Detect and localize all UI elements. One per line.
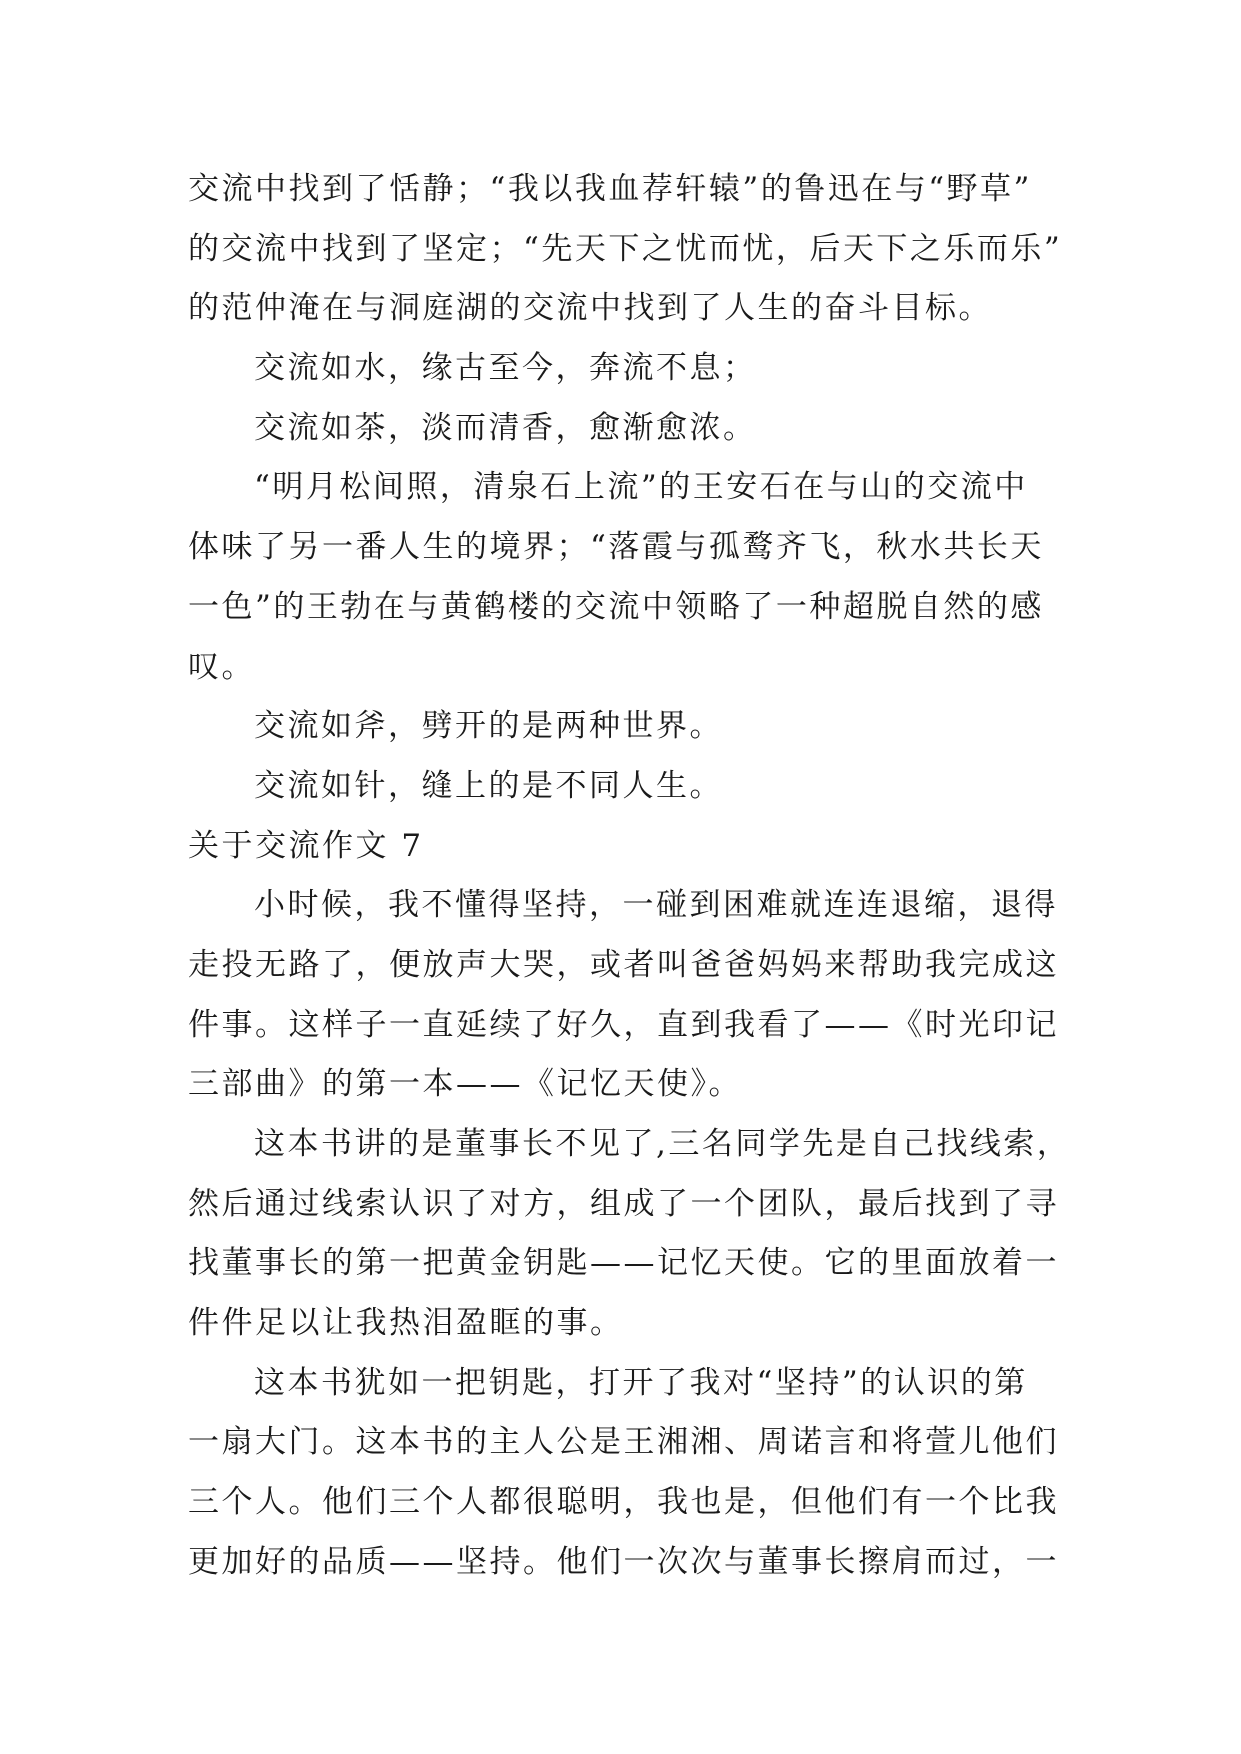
text-line: 交流如针，缝上的是不同人生。 bbox=[254, 767, 723, 804]
text-line: 交流中找到了恬静；“我以我血荐轩辕”的鲁迅在与“野草” bbox=[188, 171, 1032, 207]
text-line: 三个人。他们三个人都很聪明，我也是，但他们有一个比我 bbox=[188, 1484, 1059, 1521]
body-text bbox=[188, 160, 1071, 1593]
text-line: 找董事长的第一把黄金钥匙——记忆天使。它的里面放着一 bbox=[188, 1245, 1059, 1282]
text-line: 交流如斧，劈开的是两种世界。 bbox=[254, 708, 723, 745]
text-line: 交流如茶，淡而清香，愈渐愈浓。 bbox=[254, 409, 757, 446]
text-line: 交流如水，缘古至今，奔流不息； bbox=[254, 350, 757, 387]
text-line: 这本书讲的是董事长不见了,三名同学先是自己找线索， bbox=[254, 1126, 1071, 1162]
text-line: 三部曲》的第一本——《记忆天使》。 bbox=[188, 1066, 742, 1103]
text-line: 这本书犹如一把钥匙，打开了我对“坚持”的认识的第 bbox=[254, 1364, 1028, 1401]
text-line: 的交流中找到了坚定；“先天下之忧而忧，后天下之乐而乐” bbox=[188, 230, 1063, 267]
section-heading: 关于交流作文 7 bbox=[188, 827, 424, 864]
text-line: 件事。这样子一直延续了好久，直到我看了——《时光印记 bbox=[188, 1006, 1059, 1043]
text-line: 的范仲淹在与洞庭湖的交流中找到了人生的奋斗目标。 bbox=[188, 290, 992, 327]
text-line: “明月松间照，清泉石上流”的王安石在与山的交流中 bbox=[254, 469, 1028, 506]
text-line: 小时候，我不懂得坚持，一碰到困难就连连退缩，退得 bbox=[254, 887, 1058, 924]
text-line: 走投无路了，便放声大哭，或者叫爸爸妈妈来帮助我完成这 bbox=[188, 946, 1059, 983]
text-line: 一扇大门。这本书的主人公是王湘湘、周诺言和将萱儿他们 bbox=[188, 1424, 1059, 1461]
text-line: 一色”的王勃在与黄鹤楼的交流中领略了一种超脱自然的感 bbox=[188, 588, 1044, 625]
text-line: 体味了另一番人生的境界；“落霞与孤鹜齐飞，秋水共长天 bbox=[188, 529, 1044, 566]
text-line: 叹。 bbox=[188, 648, 255, 685]
text-line: 件件足以让我热泪盈眶的事。 bbox=[188, 1305, 624, 1342]
text-line: 然后通过线索认识了对方，组成了一个团队，最后找到了寻 bbox=[188, 1185, 1059, 1222]
text-line: 更加好的品质——坚持。他们一次次与董事长擦肩而过，一 bbox=[188, 1543, 1059, 1580]
